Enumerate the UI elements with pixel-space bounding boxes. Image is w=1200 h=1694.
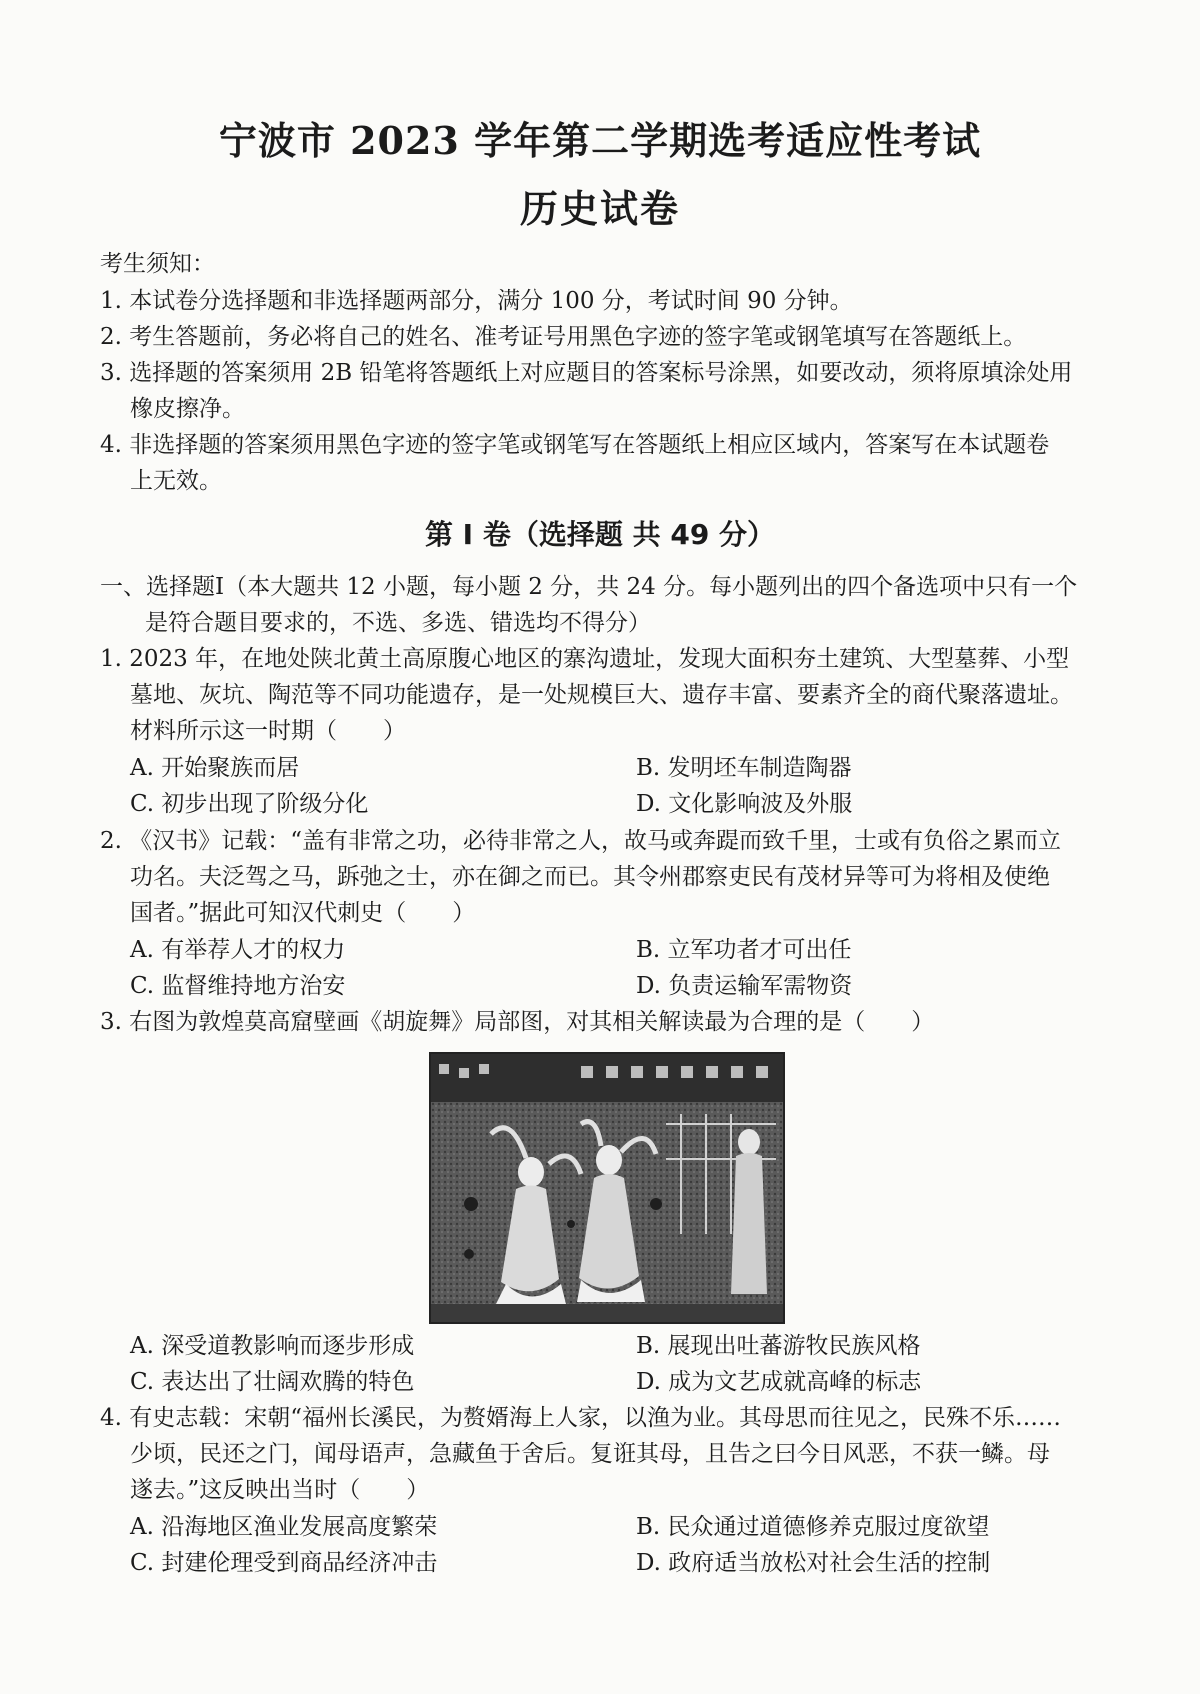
part1-instructions-line-1: 一、选择题Ⅰ（本大题共 12 小题，每小题 2 分，共 24 分。每小题列出的四个备选项中只有一个 [100, 574, 1078, 600]
q2-stem-line-1: 2. 《汉书》记载：“盖有非常之功，必待非常之人，故马或奔踶而致千里，士或有负俗之累而立 [100, 828, 1062, 854]
notice-item-4-line-1: 4. 非选择题的答案须用黑色字迹的签字笔或钢笔写在答题纸上相应区域内，答案写在本试题卷 [100, 432, 1050, 458]
exam-subtitle: 历史试卷 [519, 186, 680, 231]
q2-option-c: C. 监督维持地方治安 [130, 973, 346, 999]
q2-stem-line-3: 国者。”据此可知汉代刺史（ ） [130, 900, 476, 926]
notice-item-3-line-1: 3. 选择题的答案须用 2B 铅笔将答题纸上对应题目的答案标号涂黑，如要改动，须将原填涂处用 [100, 360, 1073, 386]
notice-item-4-line-2: 上无效。 [130, 468, 222, 494]
notice-item-1: 1. 本试卷分选择题和非选择题两部分，满分 100 分，考试时间 90 分钟。 [100, 288, 853, 314]
q4-stem-line-3: 遂去。”这反映出当时（ ） [130, 1477, 430, 1503]
q3-option-c: C. 表达出了壮阔欢腾的特色 [130, 1369, 415, 1395]
q3-option-a: A. 深受道教影响而逐步形成 [130, 1333, 415, 1359]
q1-option-d: D. 文化影响波及外服 [636, 791, 853, 817]
q1-option-a: A. 开始聚族而居 [130, 755, 300, 781]
q4-option-d: D. 政府适当放松对社会生活的控制 [636, 1550, 991, 1576]
part1-instructions-line-2: 是符合题目要求的，不选、多选、错选均不得分） [145, 610, 651, 636]
q1-stem-line-3: 材料所示这一时期（ ） [130, 718, 406, 744]
q3-stem-line-1: 3. 右图为敦煌莫高窟壁画《胡旋舞》局部图，对其相关解读最为合理的是（ ） [100, 1009, 935, 1035]
q1-stem-line-2: 墓地、灰坑、陶范等不同功能遗存，是一处规模巨大、遗存丰富、要素齐全的商代聚落遗址。 [130, 682, 1073, 708]
q2-stem-line-2: 功名。夫泛驾之马，跅弛之士，亦在御之而已。其令州郡察吏民有茂材异等可为将相及使绝 [130, 864, 1050, 890]
q2-option-a: A. 有举荐人才的权力 [130, 937, 346, 963]
q4-stem-line-2: 少顷，民还之门，闻母语声，急藏鱼于舍后。复诳其母，且告之曰今日风恶，不获一鳞。母 [130, 1441, 1050, 1467]
q4-option-a: A. 沿海地区渔业发展高度繁荣 [130, 1514, 438, 1540]
q1-option-b: B. 发明坯车制造陶器 [636, 755, 852, 781]
notice-item-3-line-2: 橡皮擦净。 [130, 396, 245, 422]
q3-option-b: B. 展现出吐蕃游牧民族风格 [636, 1333, 921, 1359]
q2-option-b: B. 立军功者才可出任 [636, 937, 852, 963]
q1-stem-line-1: 1. 2023 年，在地处陕北黄土高原腹心地区的寨沟遗址，发现大面积夯土建筑、大型墓葬、小型 [100, 646, 1070, 672]
exam-title: 宁波市 2023 学年第二学期选考适应性考试 [218, 118, 982, 163]
q1-option-c: C. 初步出现了阶级分化 [130, 791, 369, 817]
q3-option-d: D. 成为文艺成就高峰的标志 [636, 1369, 922, 1395]
q4-option-b: B. 民众通过道德修养克服过度欲望 [636, 1514, 990, 1540]
notice-heading: 考生须知： [100, 251, 215, 277]
q4-option-c: C. 封建伦理受到商品经济冲击 [130, 1550, 438, 1576]
section-title: 第 Ⅰ 卷（选择题 共 49 分） [424, 518, 776, 551]
q4-stem-line-1: 4. 有史志载：宋朝“福州长溪民，为赘婿海上人家，以渔为业。其母思而往见之，民殊不乐…… [100, 1405, 1062, 1431]
notice-item-2: 2. 考生答题前，务必将自己的姓名、准考证号用黑色字迹的签字笔或钢笔填写在答题纸上。 [100, 324, 1027, 350]
q2-option-d: D. 负责运输军需物资 [636, 973, 853, 999]
mural-image [429, 1052, 785, 1324]
